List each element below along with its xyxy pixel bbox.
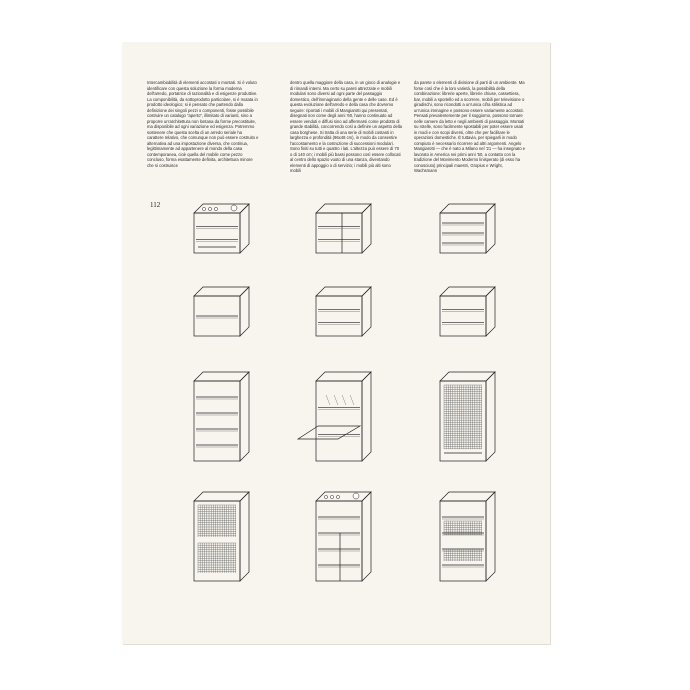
cabinet-3-3 [440,372,495,461]
cabinet-3-2 [298,372,371,461]
cabinet-3-1 [194,372,249,461]
cabinet-illustrations [122,42,550,644]
cabinet-4-3 [440,492,495,581]
text-column-middle: dentro quella maggiore della casa, in un gioco di analogie e di rimandi interni. Ma certo su pareti attrezzate e mobili modulari sono diversi ad ogni parte del passaggio domestico, dell'immaginario della gente e delle case. Ed è questa evoluzione dell'arredo e della casa che dovremo seguire: riportati i mobili di Mangiarotti qui presentati, disegnati non come degli anni '60, hanno continuato ad essere venduti e diffusi sino ad affermarsi come prodotto di grande stabilità, concorrendo così a definire un aspetto della casa borghese. Si tratta di una serie di mobili costanti in larghezza e profondità (96x48 cm), in modo da consentire l'accostamento e la costruzione di successioni modulari. Sono finiti su tutti e quattro i lati. L'altezza può essere di 70 o di 140 cm; i mobili più bassi possono così essere collocati al centro dello spazio vuoto di una stanza, diventando elementi di appoggio o di servizio; i mobili più alti sono mobili [290,80,402,173]
text-column-left: Intercambiabilità di elementi accostati o montati. Si è voluto identificare con questa soluzione la forma moderna dell'arredo, portatrice di razionalità e di esigenze produttive. La componibilità, da sottoprodotto particolare, si è mutata in prodotto ideologico; si è pensato che partendo dalla definizione dei singoli pezzi o componenti, fosse possibile costruire un catalogo "aperto", illimitato di varianti, sino a proporre un'architettura non lontana da forme precostituite, ma disponibile ad ogni variazione ed esigenza. Potremmo sostenere che questa scelta di un arredo seriale ha carattere relativo, che comunque non può essere costruito e alternativa ad una impostazione diversa, che continua, legittimamente ad appartenere al mondo della casa contemporanea, cioè quella del mobile come pezzo concluso, forma esattamente definita, architettura minore che si costruisce [147,80,259,168]
cabinet-1-1 [194,204,249,253]
page-number: 112 [150,201,161,209]
cabinet-2-2 [316,287,371,336]
cabinet-4-1 [194,492,249,581]
cabinet-1-3 [440,204,495,253]
cabinet-1-2 [316,204,371,253]
cabinet-4-2 [316,492,371,581]
cabinet-2-1 [194,287,249,336]
magazine-page [122,42,550,644]
text-column-right: da parete o elementi di divisione di parti di un ambiente. Ma forse così che è la loro varietà, la possibilità della combinazione: librerie aperte, librerie chiuse, cassettiera, bar, mobili a sportello ed a scorrere, mobili per televisione o giradischi, sono ricondotti a un'unica cifra stilistica ad un'unica immagine e possono essere variamente accostati. Pensati prevalentemente per il soggiorno, possono tornare nelle camere da letto e negli ambienti di passaggio. Montati su rotelle, sono facilmente spostabili per poter essere usati in modi e con scopi diversi, oltre che per facilitare le operazioni domestiche. È tuttavia, per spiegarli in modo compiuto è necessario ricorrere ad altri argomenti. Angelo Mangiarotti — che è nato a Milano nel '21 — ha insegnato e lavorato in America nei primi anni '50, a contatto con la tradizione del Movimento Moderno linisperato (di esso ha conosciuto) principali maestri, Gropius e Wright, Wachsmann [414,80,526,173]
cabinet-2-3 [440,287,495,336]
